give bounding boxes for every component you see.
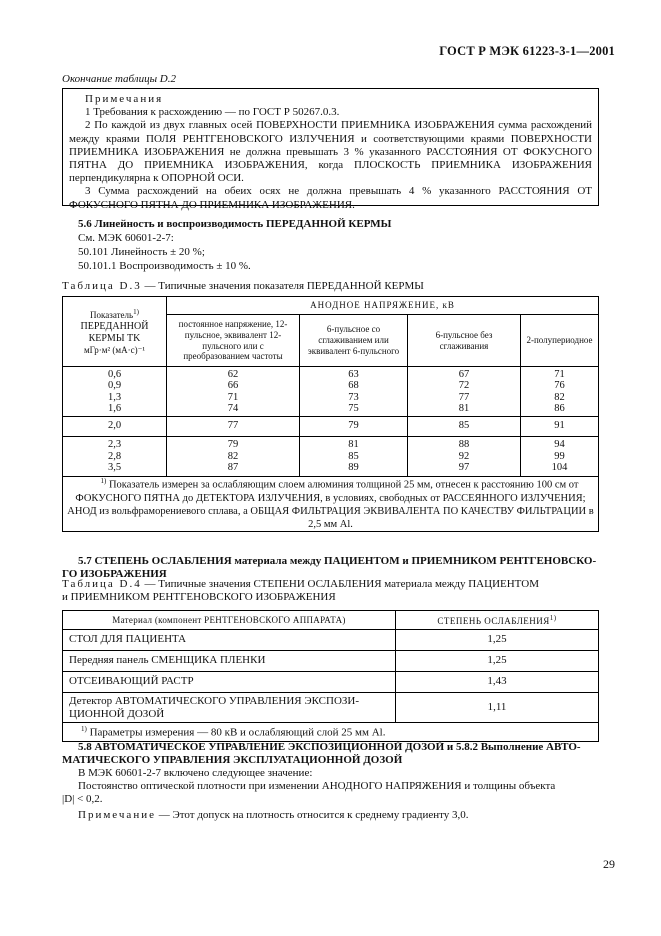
table-d4-head-value: СТЕПЕНЬ ОСЛАБЛЕНИЯ$^{1)}$ — [396, 611, 599, 630]
section-5-6-linearity: 50.101 Линейность ± 20 %; — [78, 246, 205, 258]
note-3: 3 Сумма расхождений на обеих осях не должна превышать 4 % указанного РАССТОЯНИЯ ОТ ФОКУСНОГО ПЯТНА ДО ПРИЕМНИКА ИЗОБРАЖЕНИЯ. — [69, 185, 592, 211]
section-5-8-note-text: — Этот допуск на плотность относится к среднему градиенту 3,0. — [155, 809, 469, 821]
table-d4-caption-line2: и ПРИЕМНИКОМ РЕНТГЕНОВСКОГО ИЗОБРАЖЕНИЯ — [62, 591, 336, 603]
table-d4-head-material: Материал (компонент РЕНТГЕНОВСКОГО АППАРАТА) — [63, 611, 396, 630]
section-5-8-note — [78, 809, 469, 822]
note-2: 2 По каждой из двух главных осей ПОВЕРХНОСТИ ПРИЕМНИКА ИЗОБРАЖЕНИЯ сумма расхождений между краями ПОЛЯ РЕНТГЕНОВСКОГО ИЗЛУЧЕНИЯ и соответствующими краями ПОВЕРХНОСТИ ПРИЕМНИКА ИЗОБРАЖЕНИЯ не должна превышать 3 % указанного РАССТОЯНИЯ ОТ ФОКУСНОГО ПЯТНА ДО ПРИЕМНИКА ИЗОБРАЖЕНИЯ, когда ПЛОСКОСТЬ ПРИЕМНИКА ИЗОБРАЖЕНИЯ перпендикулярна к ОПОРНОЙ ОСИ. — [69, 119, 592, 185]
section-5-8-line1: В МЭК 60601-2-7 включено следующее значение: — [78, 767, 313, 779]
section-5-8-line2: Постоянство оптической плотности при изменении АНОДНОГО НАПРЯЖЕНИЯ и толщины объекта — [78, 780, 556, 792]
table-d3-c1-group1: 62 66 71 74 — [167, 367, 300, 417]
table-d3-caption-label: Таблица D.3 — [62, 280, 142, 292]
section-5-6-ref: См. МЭК 60601-2-7: — [78, 232, 174, 244]
table-d4-caption-label: Таблица D.4 — [62, 578, 142, 590]
table-d3-head-c4: 2-полупериодное — [521, 315, 599, 367]
section-5-7-title-line1: 5.7 СТЕПЕНЬ ОСЛАБЛЕНИЯ материала между ПАЦИЕНТОМ и ПРИЕМНИКОМ РЕНТГЕНОВСКО- — [78, 555, 597, 567]
notes-box — [62, 88, 599, 211]
table-d3-c1-group3: 79 82 87 — [167, 437, 300, 477]
table-d3-c3: 85 — [408, 417, 521, 437]
table-row — [63, 672, 599, 693]
table-d4-material: Передняя панель СМЕНЩИКА ПЛЕНКИ — [63, 651, 396, 672]
table-d4-material: СТОЛ ДЛЯ ПАЦИЕНТА — [63, 630, 396, 651]
table-d3 — [62, 296, 599, 532]
table-d3-c4-group1: 71 76 82 86 — [521, 367, 599, 417]
table-row — [63, 417, 599, 437]
table-d3-tk-group1: 0,6 0,9 1,3 1,6 — [63, 367, 167, 417]
table-d4-material: ОТСЕИВАЮЩИЙ РАСТР — [63, 672, 396, 693]
table-d4-material: Детектор АВТОМАТИЧЕСКОГО УПРАВЛЕНИЯ ЭКСПОЗИ- ЦИОННОЙ ДОЗОЙ — [63, 693, 396, 723]
table-d4-footnote-row — [63, 723, 599, 742]
table-d3-head-tk: Показатель$^{1)}$ ПЕРЕДАННОЙ КЕРМЫ TK мГр·м² (мА·с)⁻¹ — [63, 297, 167, 367]
table-d3-footnote-row — [63, 477, 599, 532]
section-5-6-title: 5.6 Линейность и воспроизводимость ПЕРЕДАННОЙ КЕРМЫ — [78, 218, 392, 230]
table-d4-value: 1,25 — [396, 651, 599, 672]
note-1: 1 Требования к расхождению — по ГОСТ Р 50267.0.3. — [85, 106, 340, 119]
section-5-6-reproducibility: 50.101.1 Воспроизводимость ± 10 %. — [78, 260, 251, 272]
table-d3-caption — [62, 280, 424, 293]
table-d2-caption: Окончание таблицы D.2 — [62, 73, 176, 85]
table-d3-c4-group3: 94 99 104 — [521, 437, 599, 477]
table-row — [63, 693, 599, 723]
table-d3-c2-group3: 81 85 89 — [300, 437, 408, 477]
table-d3-tk-group3: 2,3 2,8 3,5 — [63, 437, 167, 477]
table-row — [63, 367, 599, 417]
table-d3-head-c2: 6-пульсное со сглаживанием или эквивалент 6-пульсного — [300, 315, 408, 367]
table-d3-group-head: АНОДНОЕ НАПРЯЖЕНИЕ, кВ — [167, 297, 599, 315]
section-5-8-line3: |D| < 0,2. — [62, 793, 103, 805]
standard-header: ГОСТ Р МЭК 61223-3-1—2001 — [439, 44, 615, 58]
table-row — [63, 630, 599, 651]
page-number: 29 — [603, 857, 615, 871]
table-d4-value: 1,43 — [396, 672, 599, 693]
table-d3-footnote: $^{1)}$ Показатель измерен за ослабляющим слоем алюминия толщиной 25 мм, отнесен к расстоянию 100 см от ФОКУСНОГО ПЯТНА до ДЕТЕКТОРА ИЗЛУЧЕНИЯ, в условиях, свободных от РАССЕЯННОГО ИЗЛУЧЕНИЯ; АНОД из вольфраморениевого сплава, а ОБЩАЯ ФИЛЬТРАЦИЯ ЭКВИВАЛЕНТА ПО КАЧЕСТВУ ФИЛЬТРАЦИИ в 2,5 мм Al. — [63, 477, 599, 532]
table-d3-c2: 79 — [300, 417, 408, 437]
notes-title: Примечания — [85, 93, 164, 105]
table-row — [63, 437, 599, 477]
table-d4-value: 1,25 — [396, 630, 599, 651]
table-d3-head-c1: постоянное напряжение, 12-пульсное, эквивалент 12-пульсного или с преобразованием частоты — [167, 315, 300, 367]
table-d3-head-c3: 6-пульсное без сглаживания — [408, 315, 521, 367]
section-5-8-title-line2: МАТИЧЕСКОГО УПРАВЛЕНИЯ ЭКСПЛУАТАЦИОННОЙ ДОЗОЙ — [62, 754, 403, 766]
table-d3-c1: 77 — [167, 417, 300, 437]
table-d3-c3-group1: 67 72 77 81 — [408, 367, 521, 417]
section-5-8-note-label: Примечание — [78, 809, 156, 821]
table-d3-caption-text: — Типичные значения показателя ПЕРЕДАННОЙ КЕРМЫ — [141, 280, 424, 292]
section-5-7-title-line2: ГО ИЗОБРАЖЕНИЯ — [62, 568, 167, 580]
table-d4-value: 1,11 — [396, 693, 599, 723]
section-5-8-title-line1: 5.8 АВТОМАТИЧЕСКОЕ УПРАВЛЕНИЕ ЭКСПОЗИЦИОННОЙ ДОЗОЙ и 5.8.2 Выполнение АВТО- — [78, 741, 581, 753]
table-d3-c4: 91 — [521, 417, 599, 437]
table-d3-c3-group3: 88 92 97 — [408, 437, 521, 477]
table-d4-caption-line1: — Типичные значения СТЕПЕНИ ОСЛАБЛЕНИЯ материала между ПАЦИЕНТОМ — [141, 578, 539, 590]
table-d4 — [62, 610, 599, 742]
table-d3-c2-group1: 63 68 73 75 — [300, 367, 408, 417]
table-d3-tk: 2,0 — [63, 417, 167, 437]
table-row — [63, 651, 599, 672]
table-d4-footnote: $^{1)}$ Параметры измерения — 80 кВ и ослабляющий слой 25 мм Al. — [63, 723, 599, 742]
table-d4-caption — [62, 578, 539, 591]
